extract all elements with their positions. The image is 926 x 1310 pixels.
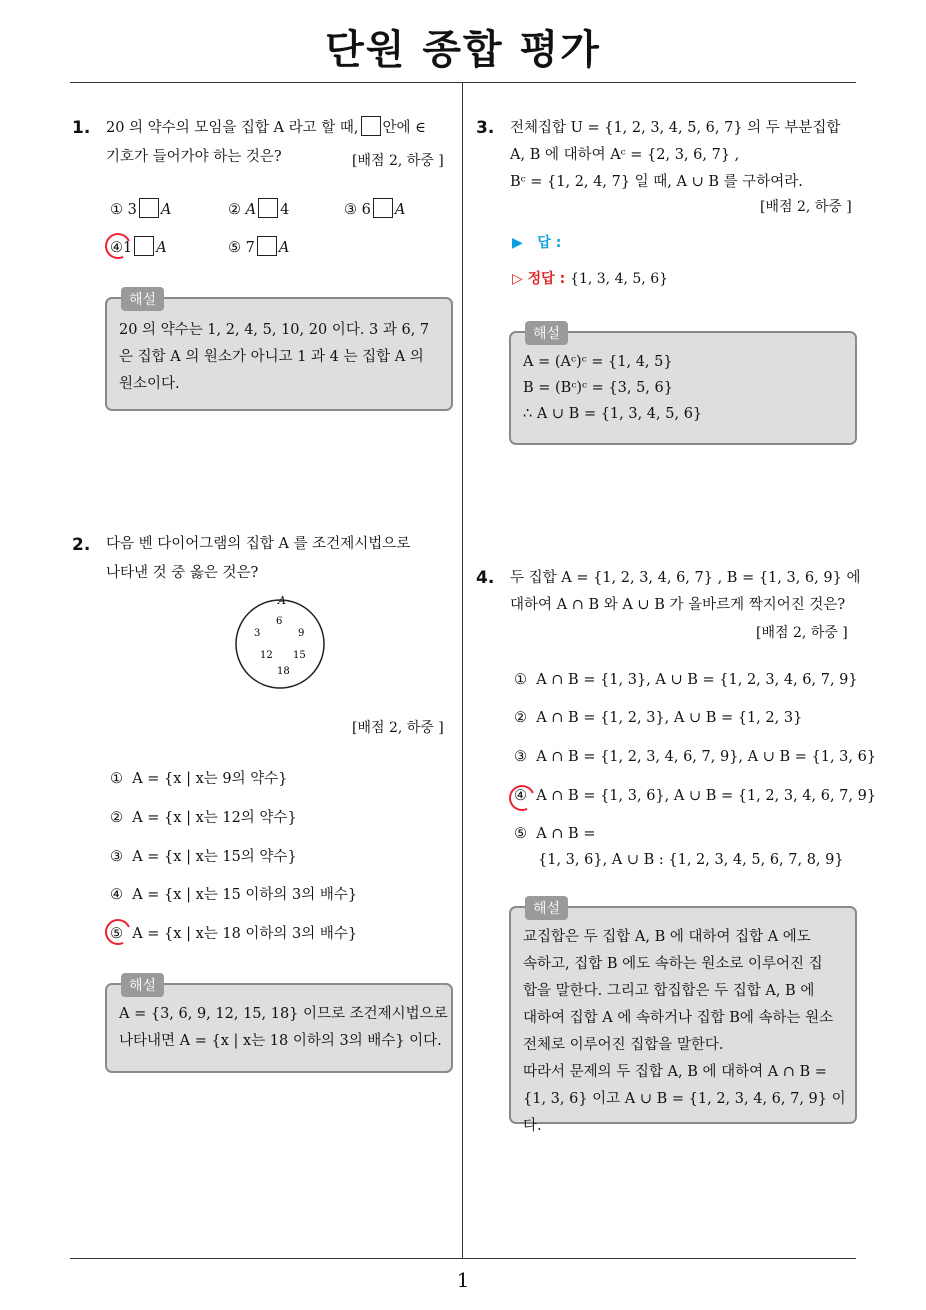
venn-18: 18	[277, 666, 290, 677]
play-outline-icon: ▷	[512, 271, 523, 287]
q2-line2: 나타낸 것 중 옳은 것은?	[106, 565, 259, 581]
q4-option-1[interactable]: ① A ∩ B = {1, 3}, A ∪ B = {1, 2, 3, 4, 6, 7, 9}	[514, 672, 858, 688]
q2-option-4[interactable]: ④ A = {x | x는 15 이하의 3의 배수}	[110, 887, 358, 903]
page-title: 단원 종합 평가	[325, 27, 601, 73]
q4-option-5-cont: {1, 3, 6}, A ∪ B : {1, 2, 3, 4, 5, 6, 7, 8, 9}	[538, 852, 844, 868]
q2-line1: 다음 벤 다이어그램의 집합 A 를 조건제시법으로	[106, 536, 411, 552]
q1-line2: 기호가 들어가야 하는 것은?	[106, 149, 282, 165]
bottom-rule	[70, 1258, 856, 1259]
q1-blank-box	[361, 116, 381, 136]
q4-explanation-box	[509, 901, 857, 1134]
q2-explanation-label: 해설	[121, 973, 164, 997]
venn-9: 9	[298, 628, 305, 639]
q3-answer-row: ▶ 답 :	[512, 235, 562, 251]
q1-explanation-label: 해설	[121, 287, 164, 311]
q2-explanation-text: A = {3, 6, 9, 12, 15, 18} 이므로 조건제시법으로 나타내면 A = {x | x는 18 이하의 3의 배수} 이다.	[119, 1006, 448, 1049]
top-rule	[70, 82, 856, 83]
venn-12: 12	[260, 650, 273, 661]
q4-option-3[interactable]: ③ A ∩ B = {1, 2, 3, 4, 6, 7, 9}, A ∪ B = {1, 3, 6}	[514, 749, 877, 765]
q3-line3: Bᶜ = {1, 2, 4, 7} 일 때, A ∪ B 를 구하여라.	[510, 174, 803, 190]
column-divider	[462, 83, 463, 1258]
q4-explanation-text: 교집합은 두 집합 A, B 에 대하여 집합 A 에도 속하고, 집합 B 에도 속하는 원소로 이루어진 집 합을 말한다. 그리고 합집합은 두 집합 A, B 에 대하여 집합 A 에 속하거나 집합 B에 속하는 원소 전체로 이루어진 집합을 말한다. 따라서 문제의 두 집합 A, B 에 대하여 A ∩ B = {1, 3, 6} 이고 A ∪ B = {1, 2, 3, 4, 6, 7, 9} 이다.	[523, 929, 846, 1134]
q1-selected-mark	[101, 229, 134, 262]
q1-number: 1.	[72, 118, 91, 138]
q1-meta: [배점 2, 하중 ]	[352, 153, 444, 169]
q4-meta: [배점 2, 하중 ]	[756, 625, 848, 641]
q3-explanation-text: A = (Aᶜ)ᶜ = {1, 4, 5} B = (Bᶜ)ᶜ = {3, 5, 6} ∴ A ∪ B = {1, 3, 4, 5, 6}	[523, 354, 703, 422]
q2-explanation-box	[105, 978, 453, 1073]
q4-option-5[interactable]: ⑤ A ∩ B =	[514, 826, 596, 842]
q2-meta: [배점 2, 하중 ]	[352, 720, 444, 736]
q3-correct-row: ▷ 정답 : {1, 3, 4, 5, 6}	[512, 271, 669, 287]
q3-meta: [배점 2, 하중 ]	[760, 199, 852, 215]
q1-option-1[interactable]: ① 3 A	[110, 198, 171, 218]
q4-line2: 대하여 A ∩ B 와 A ∪ B 가 올바르게 짝지어진 것은?	[510, 597, 846, 613]
q3-explanation-label: 해설	[525, 321, 568, 345]
q3-explanation-box	[509, 326, 857, 445]
q1-explanation-text: 20 의 약수는 1, 2, 4, 5, 10, 20 이다. 3 과 6, 7 은 집합 A 의 원소가 아니고 1 과 4 는 집합 A 의 원소이다.	[119, 322, 430, 392]
q2-option-1[interactable]: ① A = {x | x는 9의 약수}	[110, 771, 288, 787]
q3-number: 3.	[476, 118, 495, 138]
q4-number: 4.	[476, 568, 495, 588]
q4-option-4[interactable]: ④ A ∩ B = {1, 3, 6}, A ∪ B = {1, 2, 3, 4, 6, 7, 9}	[514, 788, 877, 804]
q2-venn-diagram	[230, 592, 330, 692]
page-number: 1	[456, 1268, 470, 1292]
q1-option-4[interactable]: ④1 A	[110, 236, 167, 256]
q2-option-3[interactable]: ③ A = {x | x는 15의 약수}	[110, 849, 297, 865]
play-icon: ▶	[512, 235, 523, 251]
venn-label: A	[278, 594, 286, 607]
q3-line2: A, B 에 대하여 Aᶜ = {2, 3, 6, 7} ,	[510, 147, 740, 163]
q3-line1: 전체집합 U = {1, 2, 3, 4, 5, 6, 7} 의 두 부분집합	[510, 120, 841, 136]
q4-explanation-label: 해설	[525, 896, 568, 920]
q1-option-5[interactable]: ⑤ 7 A	[228, 236, 289, 256]
q2-number: 2.	[72, 535, 91, 555]
venn-15: 15	[293, 650, 306, 661]
q2-option-5[interactable]: ⑤ A = {x | x는 18 이하의 3의 배수}	[110, 926, 358, 942]
q2-option-2[interactable]: ② A = {x | x는 12의 약수}	[110, 810, 297, 826]
venn-3: 3	[254, 628, 261, 639]
q1-option-2[interactable]: ② A 4	[228, 198, 289, 218]
venn-6: 6	[276, 616, 283, 627]
q2-selected-mark	[101, 915, 134, 948]
q1-line1: 20 의 약수의 모임을 집합 A 라고 할 때, 안에 ∈	[106, 114, 426, 143]
q1-option-3[interactable]: ③ 6 A	[344, 198, 405, 218]
q4-option-2[interactable]: ② A ∩ B = {1, 2, 3}, A ∪ B = {1, 2, 3}	[514, 710, 803, 726]
q1-explanation-box	[105, 292, 453, 411]
q4-line1: 두 집합 A = {1, 2, 3, 4, 6, 7} , B = {1, 3, 6, 9} 에	[510, 570, 861, 586]
q4-selected-mark	[505, 781, 538, 814]
